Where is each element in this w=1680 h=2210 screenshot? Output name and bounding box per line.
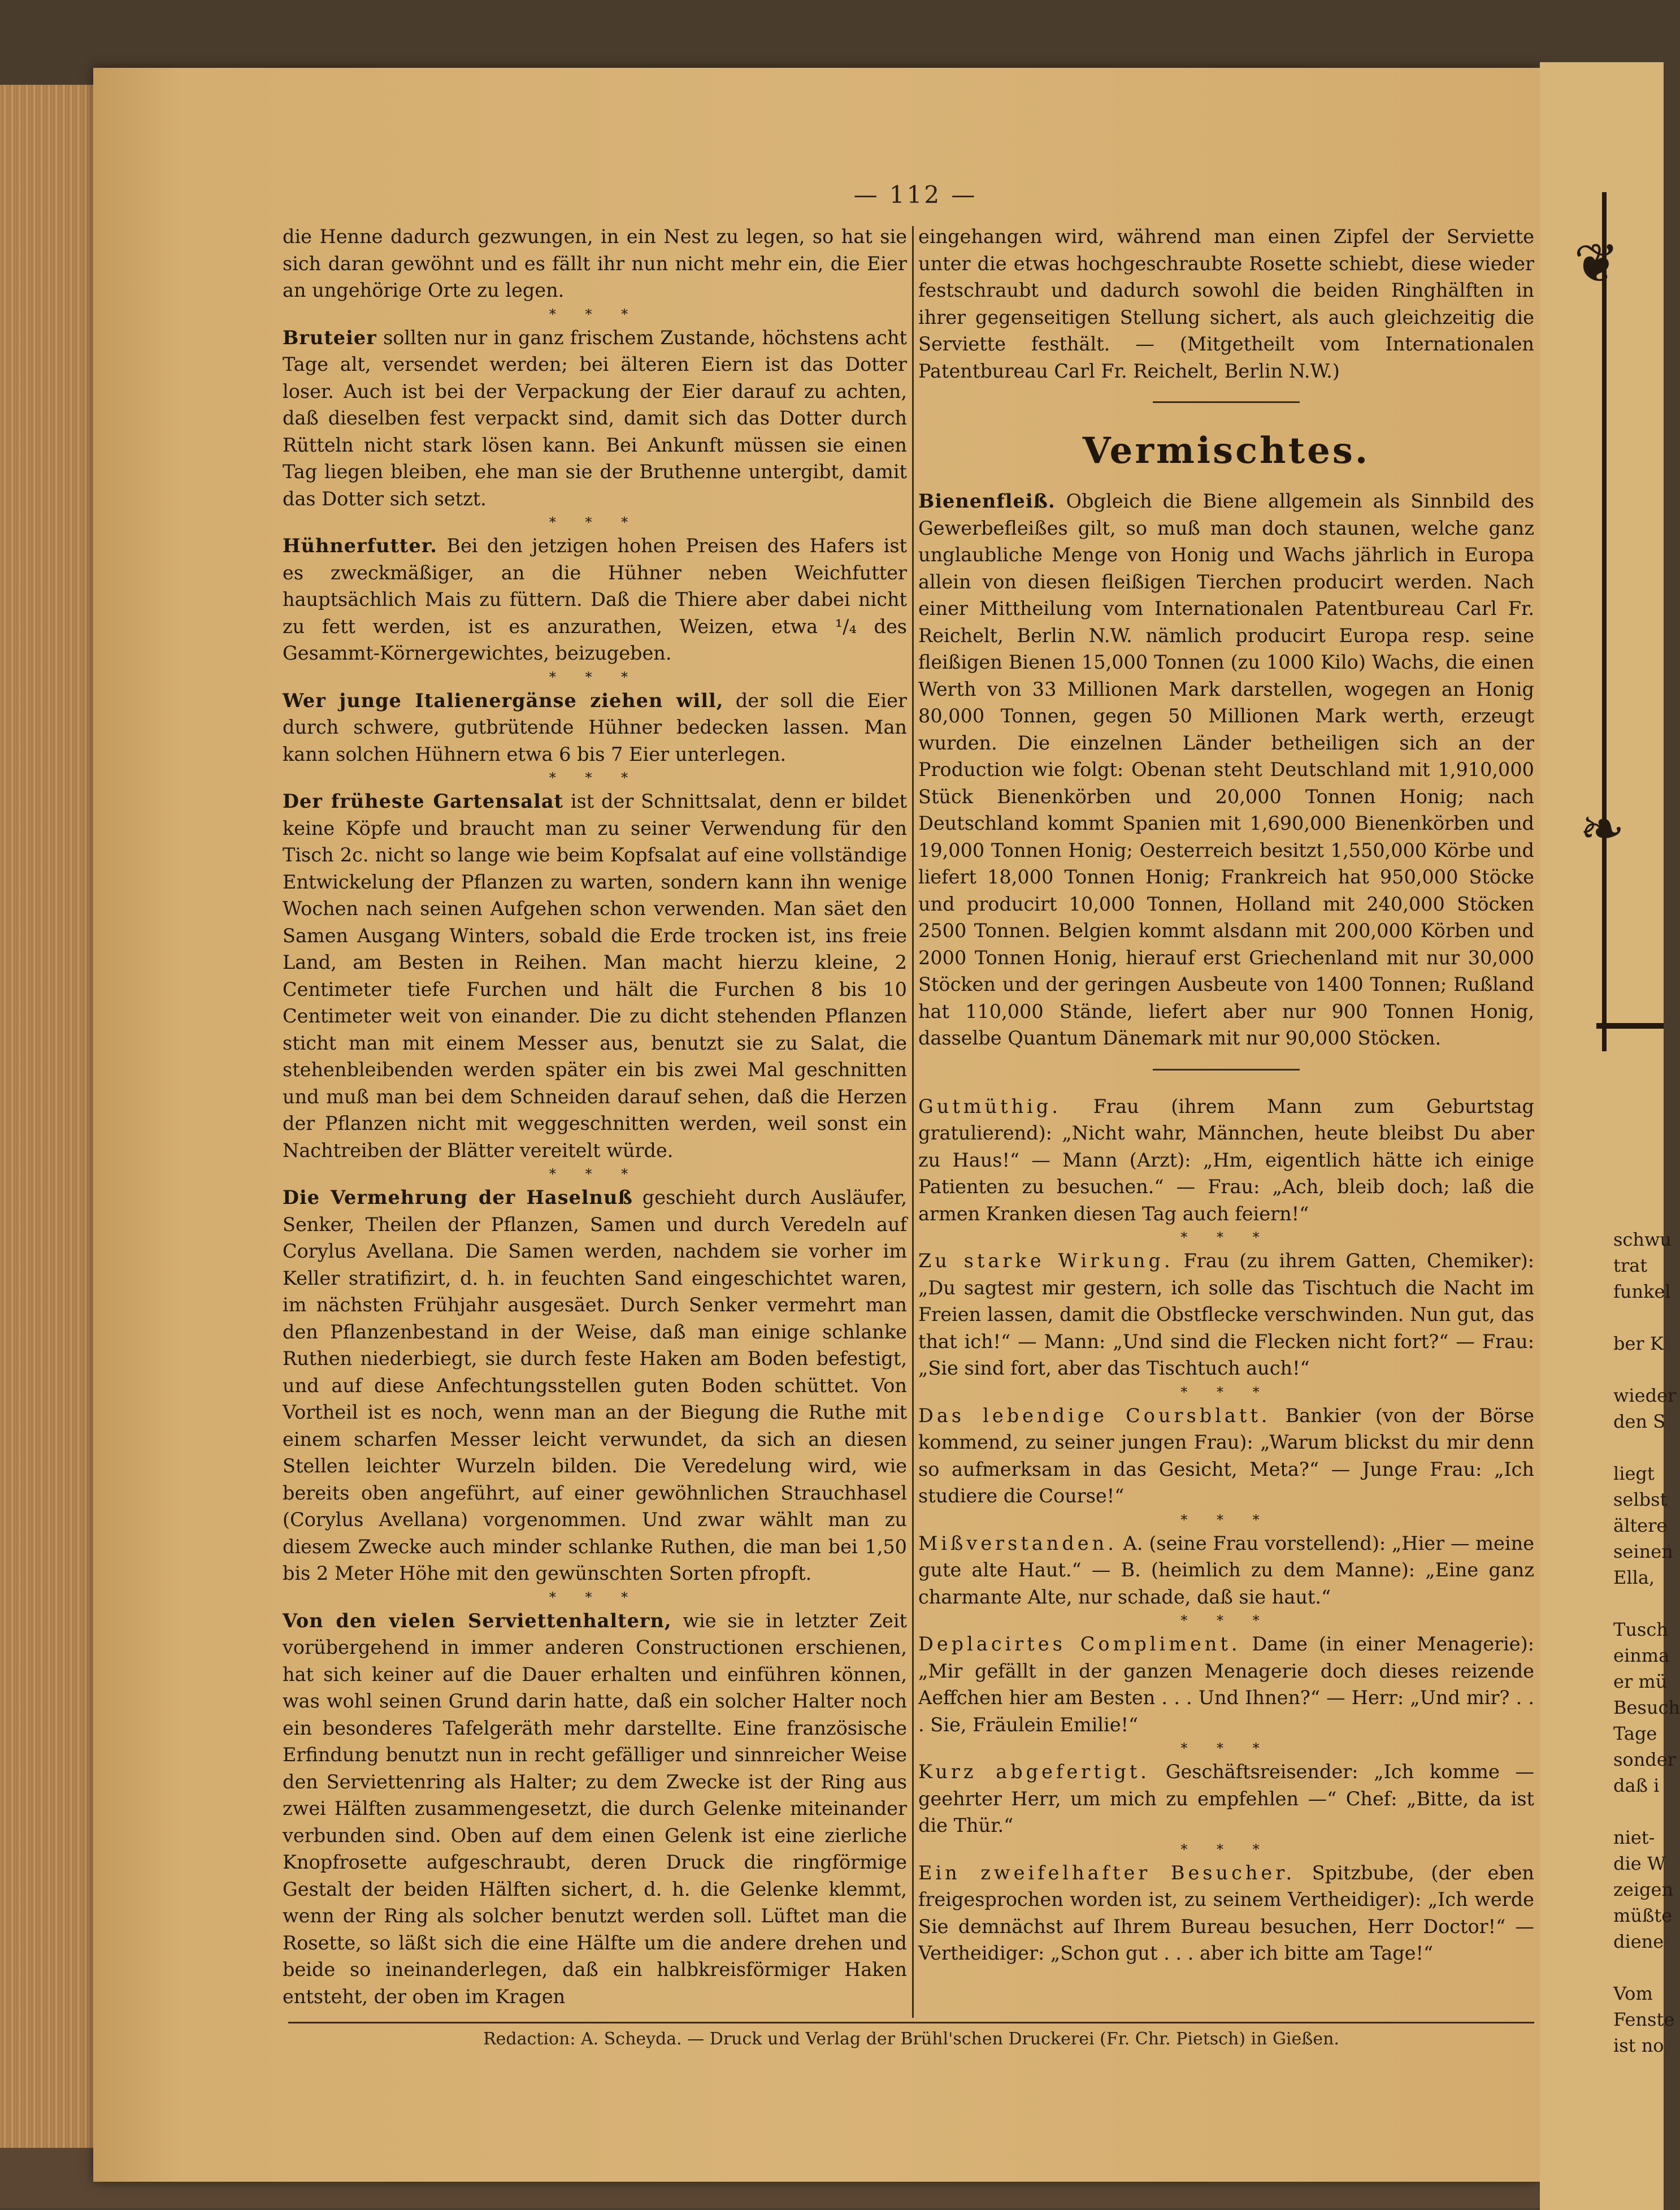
heavy-rule (1596, 1023, 1664, 1029)
text-fragment: sonder (1613, 1749, 1677, 1770)
article-body: ist der Schnittsalat, denn er bildet keine Köpfe und braucht man zu seiner Verwendung für den Tisch 2c. nicht so lange wie beim Kopfsalat auf eine vollständige Entwickelung der Pflanzen zu warten, sondern kann ihn wenige Wochen nach seinen Aufgehen schon verwenden. Man säet den Samen Ausgang Winters, sobald die Erde trocken ist, ins freie Land, am Besten in Reihen. Man macht hierzu kleine, 2 Centimeter tiefe Furchen und hält die Furchen 8 bis 10 Centimeter weit von einander. Die zu dicht stehenden Pflanzen sticht man mit einem Messer aus, benutzt sie zu Salat, die stehenbleibenden werden später ein bis zwei Mal geschnitten und muß man bei dem Schneiden darauf sehen, daß die Herzen der Pflanzen nicht mit weggeschnitten werden, weil sonst ein Nachtreiben der Blätter vereitelt würde. (283, 790, 907, 1162)
column-divider (912, 226, 914, 2018)
article-body: der soll die Eier durch schwere, gutbrütende Hühner bedecken lassen. Man kann solchen Hühnern etwa 6 bis 7 Eier unterlegen. (283, 689, 907, 765)
text-paragraph (283, 223, 907, 304)
article-paragraph (918, 1247, 1534, 1382)
text-fragment: müßte (1613, 1905, 1673, 1926)
line-gap (1613, 1435, 1670, 1461)
section-separator: * * * (1180, 1384, 1272, 1400)
article-lead: Ein zweifelhafter Besucher. (918, 1861, 1296, 1884)
adjacent-page-text (1613, 1227, 1680, 2059)
article-paragraph (283, 1607, 907, 2010)
right-column (918, 223, 1534, 1967)
article-body: die Henne dadurch gezwungen, in ein Nest zu legen, so hat sie sich daran gewöhnt und es fällt ihr nun nicht mehr ein, die Eier an ungehörige Orte zu legen. (283, 226, 907, 301)
text-fragment: trat (1613, 1255, 1648, 1276)
section-separator: * * * (549, 770, 641, 786)
text-fragment: ist no (1613, 2035, 1664, 2056)
text-fragment: schwu (1613, 1229, 1672, 1250)
article-lead: Wer junge Italienergänse ziehen will, (283, 689, 724, 712)
section-heading: Vermischtes. (1082, 430, 1370, 472)
article-lead: Die Vermehrung der Haselnuß (283, 1186, 633, 1208)
article-body: Spitzbube, (der eben freigesprochen worden ist, zu seinem Vertheidiger): „Ich werde Sie demnächst auf Ihrem Bureau besuchen, Herr Doctor!“ — Vertheidiger: „Schon gut . . . aber ich bitte am Tage!“ (918, 1861, 1534, 1964)
section-rule (1153, 401, 1300, 403)
article-lead: Zu starke Wirkung. (918, 1250, 1174, 1272)
article-lead: Der früheste Gartensalat (283, 790, 564, 812)
text-fragment: ber K (1613, 1333, 1664, 1354)
article-body: Bei den jetzigen hohen Preisen des Hafers ist es zweckmäßiger, an die Hühner neben Weichfutter hauptsächlich Mais zu füttern. Daß die Thiere aber dabei nicht zu fett werden, ist es anzurathen, Weizen, etwa ¹/₄ des Gesammt-Körnergewichtes, beizugeben. (283, 535, 907, 664)
footer-rule (288, 2022, 1534, 2023)
text-fragment: ältere (1613, 1515, 1668, 1536)
article-paragraph (283, 324, 907, 513)
section-separator: * * * (549, 669, 641, 685)
text-fragment: liegt (1613, 1463, 1655, 1484)
text-fragment: er mü (1613, 1671, 1668, 1692)
text-fragment: einma (1613, 1645, 1670, 1666)
article-lead: Von den vielen Serviettenhaltern, (283, 1609, 672, 1632)
article-paragraph (918, 1093, 1534, 1228)
text-fragment: diene (1613, 1931, 1664, 1952)
line-gap (1613, 1357, 1670, 1383)
section-separator: * * * (1180, 1229, 1272, 1245)
article-lead: Hühnerfutter. (283, 535, 437, 557)
article-paragraph (918, 1402, 1534, 1510)
article-lead: Deplacirtes Compliment. (918, 1633, 1241, 1655)
article-paragraph (918, 488, 1534, 1052)
section-separator: * * * (1180, 1841, 1272, 1857)
section-separator: * * * (1180, 1511, 1272, 1528)
text-fragment: Ella, (1613, 1567, 1655, 1588)
line-gap (1613, 1799, 1670, 1825)
line-gap (1613, 1955, 1670, 1981)
text-fragment: daß i (1613, 1775, 1660, 1796)
article-paragraph (283, 1184, 907, 1587)
article-paragraph (918, 1631, 1534, 1738)
article-body: Dame (in einer Menagerie): „Mir gefällt in der ganzen Menagerie doch dieses reizende Aeffchen hier am Besten . . . Und Ihnen?“ — Herr: „Und mir? . . . Sie, Fräulein Emilie!“ (918, 1633, 1534, 1736)
text-fragment: Vom (1613, 1983, 1653, 2004)
ornamental-frame (1602, 192, 1657, 1051)
article-lead: Mißverstanden. (918, 1532, 1117, 1554)
section-rule (1153, 1069, 1300, 1071)
article-body: Geschäftsreisender: „Ich komme — geehrter Herr, um mich zu empfehlen —“ Chef: „Bitte, da ist die Thür.“ (918, 1761, 1535, 1836)
text-fragment: Tage (1613, 1723, 1657, 1744)
article-paragraph (918, 1530, 1534, 1611)
article-body: wie sie in letzter Zeit vorübergehend in immer anderen Constructionen erschienen, hat sich keiner auf die Dauer erhalten und einführen können, was wohl seinen Grund darin hatte, daß ein solcher Halter noch ein besonderes Tafelgeräth mehr darstellte. Eine französische Erfindung benutzt nun in recht gefälliger und sinnreicher Weise den Serviettenring als Halter; zu dem Zwecke ist der Ring aus zwei Hälften zusammengesetzt, die durch Gelenke miteinander verbunden sind. Oben auf dem einen Gelenk ist eine zierliche Knopfrosette aufgeschraubt, deren Druck die ringförmige Gestalt der beiden Hälften sichert, d. h. die Gelenke klemmt, wenn der Ring als solcher benutzt werden soll. Lüftet man die Rosette, so läßt sich die eine Hälfte um die andere drehen und beide so ineinanderlegen, daß ein halbkreisförmiger Haken entsteht, der oben im Kragen (283, 1609, 907, 2008)
text-fragment: die W (1613, 1853, 1666, 1874)
text-fragment: niet- (1613, 1827, 1655, 1848)
article-paragraph (918, 1758, 1534, 1839)
text-fragment: zeigen (1613, 1879, 1674, 1900)
article-lead: Das lebendige Coursblatt. (918, 1404, 1271, 1427)
article-lead: Gutmüthig. (918, 1095, 1061, 1117)
section-separator: * * * (549, 306, 641, 322)
line-gap (1613, 1591, 1670, 1617)
text-fragment: den S (1613, 1411, 1666, 1432)
article-body: Frau (zu ihrem Gatten, Chemiker): „Du sagtest mir gestern, ich solle das Tischtuch die Nacht im Freien lassen, damit die Obstflecke verschwinden. Nun gut, das that ich!“ — Mann: „Und sind die Flecken nicht fort?“ — Frau: „Sie sind fort, aber das Tischtuch auch!“ (918, 1250, 1535, 1379)
article-body: geschieht durch Ausläufer, Senker, Theilen der Pflanzen, Samen und durch Veredeln auf Corylus Avellana. Die Samen werden, nachdem sie vorher im Keller stratifizirt, d. h. in feuchten Sand eingeschichtet waren, im nächsten Frühjahr ausgesäet. Durch Senker vermehrt man den Pflanzenbestand in der Weise, daß man einige schlanke Ruthen niederbiegt, sie durch feste Haken am Boden befestigt, und auf diese Anfechtungsstellen guten Boden schüttet. Von Vortheil ist es noch, wenn man an der Biegung die Ruthe mit einem scharfen Messer leicht verwundet, da sich an diesen Stellen leichter Wurzeln bilden. Die Veredelung wird, wie bereits oben angeführt, auf einer gewöhnlichen Strauchhasel (Corylus Avellana) vorgenommen. Und zwar wählt man zu diesem Zwecke auch minder schlanke Ruthen, die man bei 1,50 bis 2 Meter Höhe mit den gewünschten Sorten pfropft. (283, 1186, 908, 1584)
text-fragment: Fenste (1613, 2009, 1675, 2030)
article-body: Bankier (von der Börse kommend, zu seiner jungen Frau): „Warum blickst du mir denn so aufmerksam in das Gesicht, Meta?“ — Junge Frau: „Ich studiere die Course!“ (918, 1404, 1534, 1507)
section-separator: * * * (1180, 1740, 1272, 1756)
text-fragment: Tusch (1613, 1619, 1668, 1640)
article-body: eingehangen wird, während man einen Zipfel der Serviette unter die etwas hochgeschraubte Rosette schiebt, diese wieder festschraubt und dadurch sowohl die beiden Ringhälften in ihrer gegenseitigen Stellung sichert, als auch gleichzeitig die Serviette festhält. — (Mitgetheilt vom Internationalen Patentbureau Carl Fr. Reichelt, Berlin N.W.) (918, 226, 1534, 382)
text-fragment: seinen (1613, 1541, 1673, 1562)
imprint-footer: Redaction: A. Scheyda. — Druck und Verlag der Brühl'schen Druckerei (Fr. Chr. Pietsch) in Gießen. (483, 2029, 1339, 2049)
article-paragraph (283, 788, 907, 1164)
scroll-ornament-icon: ❧ (1579, 797, 1625, 860)
article-paragraph (283, 532, 907, 667)
text-fragment: Besuch (1613, 1697, 1680, 1718)
text-fragment: funkel (1613, 1281, 1671, 1302)
left-column (283, 223, 907, 2010)
text-fragment: selbst (1613, 1489, 1668, 1510)
section-separator: * * * (549, 514, 641, 530)
article-paragraph (918, 1860, 1534, 1967)
article-paragraph (283, 687, 907, 768)
section-separator: * * * (1180, 1613, 1272, 1628)
text-fragment: wieder (1613, 1385, 1677, 1406)
article-body: sollten nur in ganz frischem Zustande, höchstens acht Tage alt, versendet werden; bei älteren Eiern ist das Dotter loser. Auch ist bei der Verpackung der Eier darauf zu achten, daß dieselben fest verpackt sind, damit sich das Dotter durch Rütteln nicht stark lösen kann. Bei Ankunft müssen sie einen Tag liegen bleiben, ehe man sie der Bruthenne untergibt, damit das Dotter sich setzt. (283, 326, 907, 510)
article-body: Frau (ihrem Mann zum Geburtstag gratulierend): „Nicht wahr, Männchen, heute bleibst Du aber zu Haus!“ — Mann (Arzt): „Hm, eigentlich hätte ich einige Patienten zu besuchen.“ — Frau: „Ach, bleib doch; laß die armen Kranken diesen Tag auch feiern!“ (918, 1095, 1534, 1225)
section-separator: * * * (549, 1166, 641, 1182)
line-gap (1613, 1305, 1670, 1331)
book-page-edges (0, 85, 102, 2208)
text-paragraph (918, 223, 1534, 384)
article-lead: Bruteier (283, 326, 377, 349)
article-lead: Bienenfleiß. (918, 490, 1056, 512)
page-number: — 112 — (853, 181, 978, 209)
article-lead: Kurz abgefertigt. (918, 1761, 1150, 1783)
ornament-icon: ❦ (1574, 232, 1620, 295)
section-separator: * * * (549, 1589, 641, 1605)
article-body: Obgleich die Biene allgemein als Sinnbild des Gewerbefleißes gilt, so muß man doch staunen, welche ganz unglaubliche Menge von Honig und Wachs jährlich in Europa allein von diesen fleißigen Tierchen producirt werden. Nach einer Mittheilung vom Internationalen Patentbureau Carl Fr. Reichelt, Berlin N.W. nämlich producirt Europa resp. seine fleißigen Bienen 15,000 Tonnen (zu 1000 Kilo) Wachs, die einen Werth von 33 Millionen Mark darstellen, wogegen an Honig 80,000 Tonnen, gegen 50 Millionen Mark werth, erzeugt wurden. Die einzelnen Länder betheiligen sich an der Production wie folgt: Obenan steht Deutschland mit 1,910,000 Stück Bienenkörben und 20,000 Tonnen Honig; nach Deutschland kommt Spanien mit 1,690,000 Bienenkörben und 19,000 Tonnen Honig; Oesterreich besitzt 1,550,000 Körbe und liefert 18,000 Tonnen Honig; Frankreich hat 950,000 Stöcke und producirt 10,000 Tonnen, Holland mit 240,000 Stöcken 2500 Tonnen. Belgien kommt alsdann mit 200,000 Körben und 2000 Tonnen Honig, hierauf erst Griechenland mit nur 30,000 Stöcken und der geringen Ausbeute von 1400 Tonnen; Rußland hat 110,000 Stände, liefert aber nur 900 Tonnen Honig, dasselbe Quantum Dänemark mit nur 90,000 Stöcken. (918, 490, 1534, 1049)
article-body: A. (seine Frau vorstellend): „Hier — meine gute alte Haut.“ — B. (heimlich zu dem Manne): „Eine ganz charmante Alte, nur schade, daß sie haut.“ (918, 1532, 1534, 1608)
adjacent-page (1540, 62, 1680, 2210)
